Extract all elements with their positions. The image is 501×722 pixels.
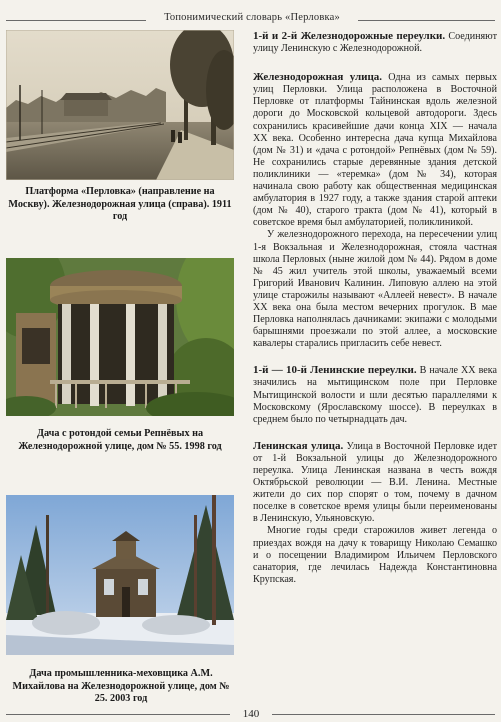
- entry-body: Улица в Восточной Перловке идет от 1-й Вокзальной улицы до Железнодорожного переулка. Улица Ленинская названа в честь вождя Октябрьской революции — В.И. Ленина. Местные жители до сих пор спорят о том, почему в дачном поселке в советское время улицы были переименованы в Ленинскую, Ульяновскую.: [253, 440, 497, 525]
- entry-body: Многие годы среди старожилов живет легенда о приездах вождя на дачу к товарищу Николаю Семашко и о посещении Владимиром Ильичем Перловского санатория, где лечилась Надежда Константиновна Крупская.: [253, 525, 497, 585]
- entry-body: Одна из самых первых улиц Перловки. Улица расположена в Восточной Перловке от платформы Тайнинская вдоль железной дороги до Московской кольцевой автодороги. Здесь сохранились красивейшие дачи конца XIX — начала XX века. Особенно интересна дача купца Михайлова (дом № 31) и «дача с ротондой» Репнёвых (дом № 59). Не сохранились старые деревянные здания детской поликлиники — «теремка» (дом № 34), которая начинала свою работу как общественная медицинская амбулатория в 1927 году, а также здания старой аптеки (дом № 40), старого тракта (дом № 41), который в советское время был амбулаторией, поликлиникой.: [253, 72, 497, 229]
- entry-body: Соединяют улицу Ленинскую с Железнодорожной.: [253, 31, 497, 55]
- photo-platform-perlovka: [6, 30, 234, 180]
- photo-caption-mikhailov: Дача промышленника-меховщика А.М. Михайлова на Железнодорожной улице, дом № 25. 2003 год: [12, 668, 230, 705]
- entry-heading: 1-й — 10-й Ленинские переулки.: [253, 364, 417, 377]
- entry-body: В начале XX века значились на мытищинском поле при Перловке Мытищинской волости и шли десятью параллелями к Московскому (Ярославскому шоссе). В переулках в среднем было по четырнадцать дач.: [253, 365, 498, 425]
- dictionary-text-column: [253, 30, 497, 586]
- entry-body: У железнодорожного перехода, на пересечении улиц 1-я Вокзальная и Железнодорожная, стояла частная школа Перловых (ныне жилой дом № 44). Рядом в доме № 45 жил учитель этой школы, уважаемый всеми Григорий Иванович Калинин. Липовую аллею на этой улице старожилы называют «Аллеей невест». В начале XX века она была местом вечерних прогулок. В мае Перловка наполнялась дачниками: экипажи с молодыми барышнями проезжали по этой аллее, а московские кавалеры старались пригласить себе невест.: [253, 229, 497, 350]
- photo-mikhailov-dacha: [6, 495, 234, 655]
- entry-railway-street: [253, 71, 497, 229]
- header-rule-left: [6, 20, 146, 21]
- footer-rule-left: [6, 714, 230, 715]
- running-header-title: Топонимический словарь «Перловка»: [164, 12, 340, 23]
- photo-mikhailov-image: [6, 495, 234, 655]
- entry-lenin-street: [253, 440, 497, 526]
- photo-rotunda-dacha: [6, 258, 234, 416]
- entry-heading: Железнодорожная улица.: [253, 71, 383, 84]
- entry-railway-street-continued: [253, 229, 497, 350]
- running-header: [0, 0, 501, 28]
- photo-caption-rotunda: Дача с ротондой семьи Репнёвых на Железнодорожной улице, дом № 55. 1998 год: [18, 428, 222, 452]
- page-number: 140: [242, 708, 260, 720]
- page-footer: [0, 706, 501, 722]
- entry-heading: Ленинская улица.: [253, 439, 344, 452]
- entry-lenin-lanes: [253, 364, 497, 425]
- entry-railway-lanes: [253, 30, 497, 55]
- entry-heading: 1-й и 2-й Железнодорожные переулки.: [253, 30, 446, 42]
- photo-caption-platform: Платформа «Перловка» (направление на Москву). Железнодорожная улица (справа). 1911 год: [8, 186, 232, 223]
- photo-platform-image: [6, 30, 234, 180]
- photo-rotunda-image: [6, 258, 234, 416]
- header-rule-right: [358, 20, 495, 21]
- footer-rule-right: [272, 714, 495, 715]
- entry-lenin-street-continued: [253, 525, 497, 585]
